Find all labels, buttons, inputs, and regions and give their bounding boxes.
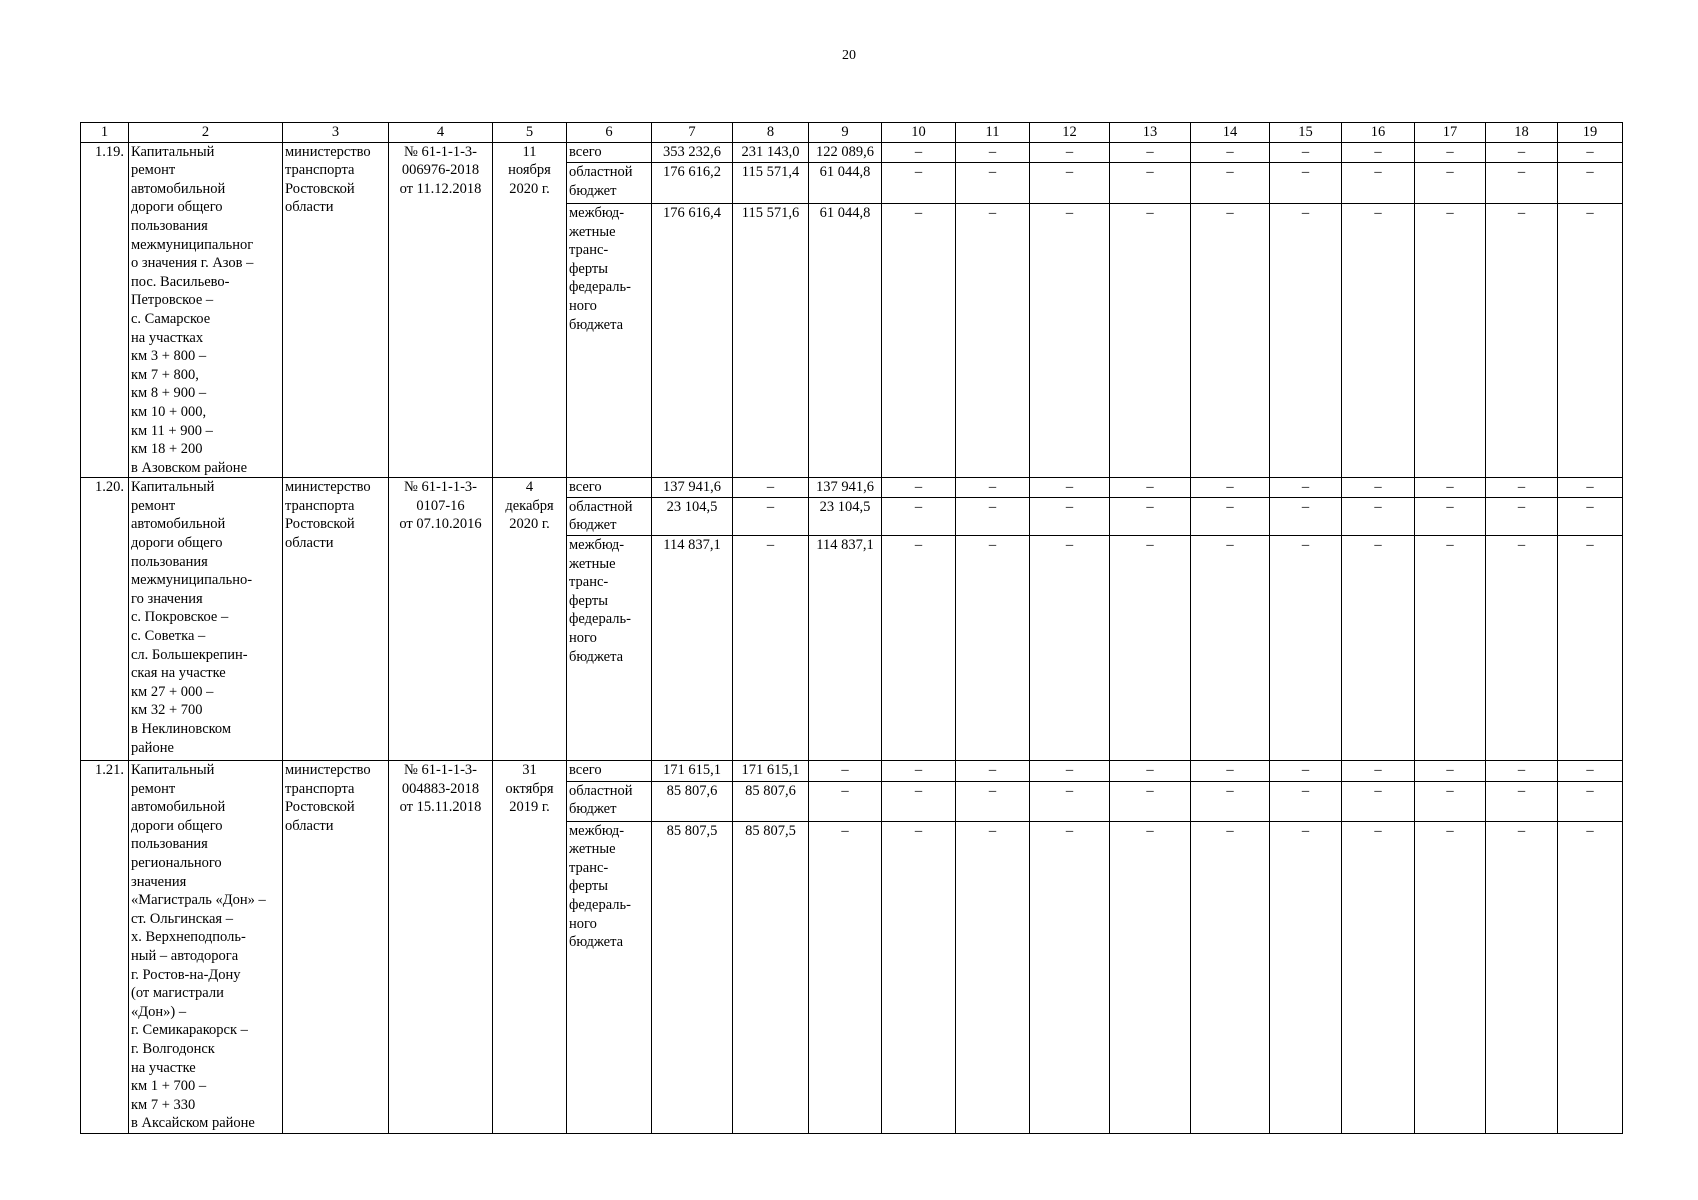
amount-cell: 171 615,1 [733, 761, 809, 782]
amount-cell: 231 143,0 [733, 142, 809, 163]
amount-cell: – [1270, 536, 1342, 761]
amount-cell: 85 807,6 [733, 781, 809, 821]
funding-source: областной бюджет [567, 781, 652, 821]
amount-cell: – [882, 142, 956, 163]
amount-cell: – [1558, 536, 1623, 761]
amount-cell: – [1030, 536, 1110, 761]
table-row [81, 142, 1623, 163]
completion-date: 31 октября 2019 г. [493, 761, 567, 1134]
amount-cell: – [1110, 821, 1191, 1133]
amount-cell: – [1558, 142, 1623, 163]
funding-source: всего [567, 142, 652, 163]
column-number-cell: 8 [733, 123, 809, 143]
expertise-doc: № 61-1-1-3- 006976-2018 от 11.12.2018 [389, 142, 493, 478]
expertise-doc: № 61-1-1-3- 004883-2018 от 15.11.2018 [389, 761, 493, 1134]
amount-cell: – [956, 536, 1030, 761]
amount-cell: – [1110, 142, 1191, 163]
column-number-cell: 6 [567, 123, 652, 143]
amount-cell: – [1342, 478, 1415, 498]
column-number-cell: 13 [1110, 123, 1191, 143]
amount-cell: – [1342, 163, 1415, 204]
amount-cell: – [1558, 761, 1623, 782]
amount-cell: – [1558, 204, 1623, 478]
amount-cell: – [1415, 761, 1486, 782]
amount-cell: – [956, 761, 1030, 782]
amount-cell: – [1270, 781, 1342, 821]
amount-cell: – [1270, 204, 1342, 478]
amount-cell: – [1030, 142, 1110, 163]
amount-cell: – [1558, 478, 1623, 498]
amount-cell: – [1486, 142, 1558, 163]
amount-cell: – [809, 821, 882, 1133]
amount-cell: 137 941,6 [652, 478, 733, 498]
amount-cell: 61 044,8 [809, 163, 882, 204]
completion-date: 11 ноября 2020 г. [493, 142, 567, 478]
responsible-org: министерство транспорта Ростовской области [283, 478, 389, 761]
amount-cell: – [1486, 761, 1558, 782]
amount-cell: – [1342, 142, 1415, 163]
column-number-cell: 11 [956, 123, 1030, 143]
amount-cell: 85 807,5 [733, 821, 809, 1133]
amount-cell: – [1415, 781, 1486, 821]
amount-cell: 137 941,6 [809, 478, 882, 498]
amount-cell: – [956, 781, 1030, 821]
amount-cell: 23 104,5 [809, 497, 882, 535]
amount-cell: 85 807,6 [652, 781, 733, 821]
page-number: 20 [842, 48, 856, 63]
column-number-cell: 1 [81, 123, 129, 143]
amount-cell: – [1558, 821, 1623, 1133]
amount-cell: – [1415, 821, 1486, 1133]
amount-cell: – [1191, 142, 1270, 163]
item-number: 1.21. [81, 761, 129, 1134]
amount-cell: – [1191, 821, 1270, 1133]
amount-cell: 114 837,1 [652, 536, 733, 761]
amount-cell: – [1558, 497, 1623, 535]
amount-cell: – [1030, 497, 1110, 535]
amount-cell: – [1191, 536, 1270, 761]
column-number-cell: 9 [809, 123, 882, 143]
item-number: 1.19. [81, 142, 129, 478]
object-name: Капитальный ремонт автомобильной дороги общего пользования регионального значения «Магистраль «Дон» – ст. Ольгинская – х. Верхнеподполь- ный – автодорога г. Ростов-на-Дону (от магистрали «Дон») – г. Семикаракорск – г. Волгодонск на участке км 1 + 700 – км 7 + 330 в Аксайском районе [129, 761, 283, 1134]
amount-cell: – [1415, 163, 1486, 204]
amount-cell: – [1191, 478, 1270, 498]
column-number-cell: 10 [882, 123, 956, 143]
amount-cell: – [1342, 781, 1415, 821]
amount-cell: – [1191, 761, 1270, 782]
amount-cell: – [1486, 204, 1558, 478]
amount-cell: – [1415, 497, 1486, 535]
amount-cell: – [1415, 204, 1486, 478]
amount-cell: – [1558, 781, 1623, 821]
amount-cell: – [1415, 478, 1486, 498]
column-number-cell: 16 [1342, 123, 1415, 143]
amount-cell: – [1486, 497, 1558, 535]
amount-cell: – [956, 142, 1030, 163]
amount-cell: – [1110, 761, 1191, 782]
amount-cell: 61 044,8 [809, 204, 882, 478]
amount-cell: – [882, 478, 956, 498]
amount-cell: – [809, 761, 882, 782]
amount-cell: – [1030, 204, 1110, 478]
amount-cell: – [1030, 478, 1110, 498]
responsible-org: министерство транспорта Ростовской области [283, 142, 389, 478]
table-row [81, 761, 1623, 782]
amount-cell: – [1030, 781, 1110, 821]
column-number-cell: 12 [1030, 123, 1110, 143]
amount-cell: – [1486, 163, 1558, 204]
budget-table [80, 122, 1623, 1134]
completion-date: 4 декабря 2020 г. [493, 478, 567, 761]
column-number-cell: 14 [1191, 123, 1270, 143]
funding-source: областной бюджет [567, 497, 652, 535]
amount-cell: – [1110, 781, 1191, 821]
column-number-row [81, 123, 1623, 143]
amount-cell: – [882, 497, 956, 535]
column-number-cell: 2 [129, 123, 283, 143]
amount-cell: – [882, 761, 956, 782]
column-number-cell: 15 [1270, 123, 1342, 143]
amount-cell: – [956, 821, 1030, 1133]
amount-cell: – [733, 536, 809, 761]
column-number-cell: 3 [283, 123, 389, 143]
amount-cell: – [1191, 781, 1270, 821]
amount-cell: – [1342, 761, 1415, 782]
amount-cell: – [956, 204, 1030, 478]
amount-cell: – [956, 478, 1030, 498]
amount-cell: – [1270, 821, 1342, 1133]
amount-cell: – [1110, 204, 1191, 478]
amount-cell: – [1030, 163, 1110, 204]
amount-cell: – [882, 163, 956, 204]
amount-cell: – [882, 204, 956, 478]
column-number-cell: 18 [1486, 123, 1558, 143]
amount-cell: – [1486, 781, 1558, 821]
amount-cell: – [733, 497, 809, 535]
amount-cell: – [882, 781, 956, 821]
object-name: Капитальный ремонт автомобильной дороги общего пользования межмуниципально- го значения с. Покровское – с. Советка – сл. Большекрепин- ская на участке км 27 + 000 – км 32 + 700 в Неклиновском районе [129, 478, 283, 761]
amount-cell: 176 616,4 [652, 204, 733, 478]
amount-cell: 122 089,6 [809, 142, 882, 163]
amount-cell: 171 615,1 [652, 761, 733, 782]
funding-source: межбюд- жетные транс- ферты федераль- ного бюджета [567, 204, 652, 478]
responsible-org: министерство транспорта Ростовской области [283, 761, 389, 1134]
item-number: 1.20. [81, 478, 129, 761]
funding-source: межбюд- жетные транс- ферты федераль- ного бюджета [567, 821, 652, 1133]
column-number-cell: 7 [652, 123, 733, 143]
amount-cell: 114 837,1 [809, 536, 882, 761]
amount-cell: – [1486, 536, 1558, 761]
amount-cell: – [1415, 536, 1486, 761]
object-name: Капитальный ремонт автомобильной дороги общего пользования межмуниципальног о значения г. Азов – пос. Васильево- Петровское – с. Самарское на участках км 3 + 800 – км 7 + 800, км 8 + 900 – км 10 + 000, км 11 + 900 – км 18 + 200 в Азовском районе [129, 142, 283, 478]
amount-cell: – [1342, 536, 1415, 761]
column-number-cell: 19 [1558, 123, 1623, 143]
amount-cell: – [1486, 478, 1558, 498]
amount-cell: – [1110, 536, 1191, 761]
column-number-cell: 5 [493, 123, 567, 143]
funding-source: всего [567, 478, 652, 498]
amount-cell: – [956, 163, 1030, 204]
amount-cell: – [1486, 821, 1558, 1133]
funding-source: всего [567, 761, 652, 782]
amount-cell: – [1030, 761, 1110, 782]
amount-cell: – [1342, 204, 1415, 478]
amount-cell: – [1030, 821, 1110, 1133]
expertise-doc: № 61-1-1-3- 0107-16 от 07.10.2016 [389, 478, 493, 761]
amount-cell: – [1270, 163, 1342, 204]
amount-cell: – [1558, 163, 1623, 204]
amount-cell: – [1191, 204, 1270, 478]
amount-cell: – [1415, 142, 1486, 163]
amount-cell: – [1270, 497, 1342, 535]
amount-cell: – [733, 478, 809, 498]
amount-cell: 115 571,4 [733, 163, 809, 204]
amount-cell: 85 807,5 [652, 821, 733, 1133]
amount-cell: – [882, 821, 956, 1133]
amount-cell: – [1342, 821, 1415, 1133]
amount-cell: – [1191, 497, 1270, 535]
amount-cell: – [1270, 478, 1342, 498]
amount-cell: – [1110, 497, 1191, 535]
amount-cell: – [1110, 163, 1191, 204]
funding-source: межбюд- жетные транс- ферты федераль- ного бюджета [567, 536, 652, 761]
amount-cell: – [882, 536, 956, 761]
table-row [81, 478, 1623, 498]
amount-cell: – [1270, 142, 1342, 163]
amount-cell: 115 571,6 [733, 204, 809, 478]
amount-cell: – [956, 497, 1030, 535]
amount-cell: 176 616,2 [652, 163, 733, 204]
funding-source: областной бюджет [567, 163, 652, 204]
amount-cell: – [1342, 497, 1415, 535]
amount-cell: – [809, 781, 882, 821]
amount-cell: – [1110, 478, 1191, 498]
amount-cell: – [1270, 761, 1342, 782]
column-number-cell: 4 [389, 123, 493, 143]
amount-cell: – [1191, 163, 1270, 204]
column-number-cell: 17 [1415, 123, 1486, 143]
amount-cell: 23 104,5 [652, 497, 733, 535]
amount-cell: 353 232,6 [652, 142, 733, 163]
